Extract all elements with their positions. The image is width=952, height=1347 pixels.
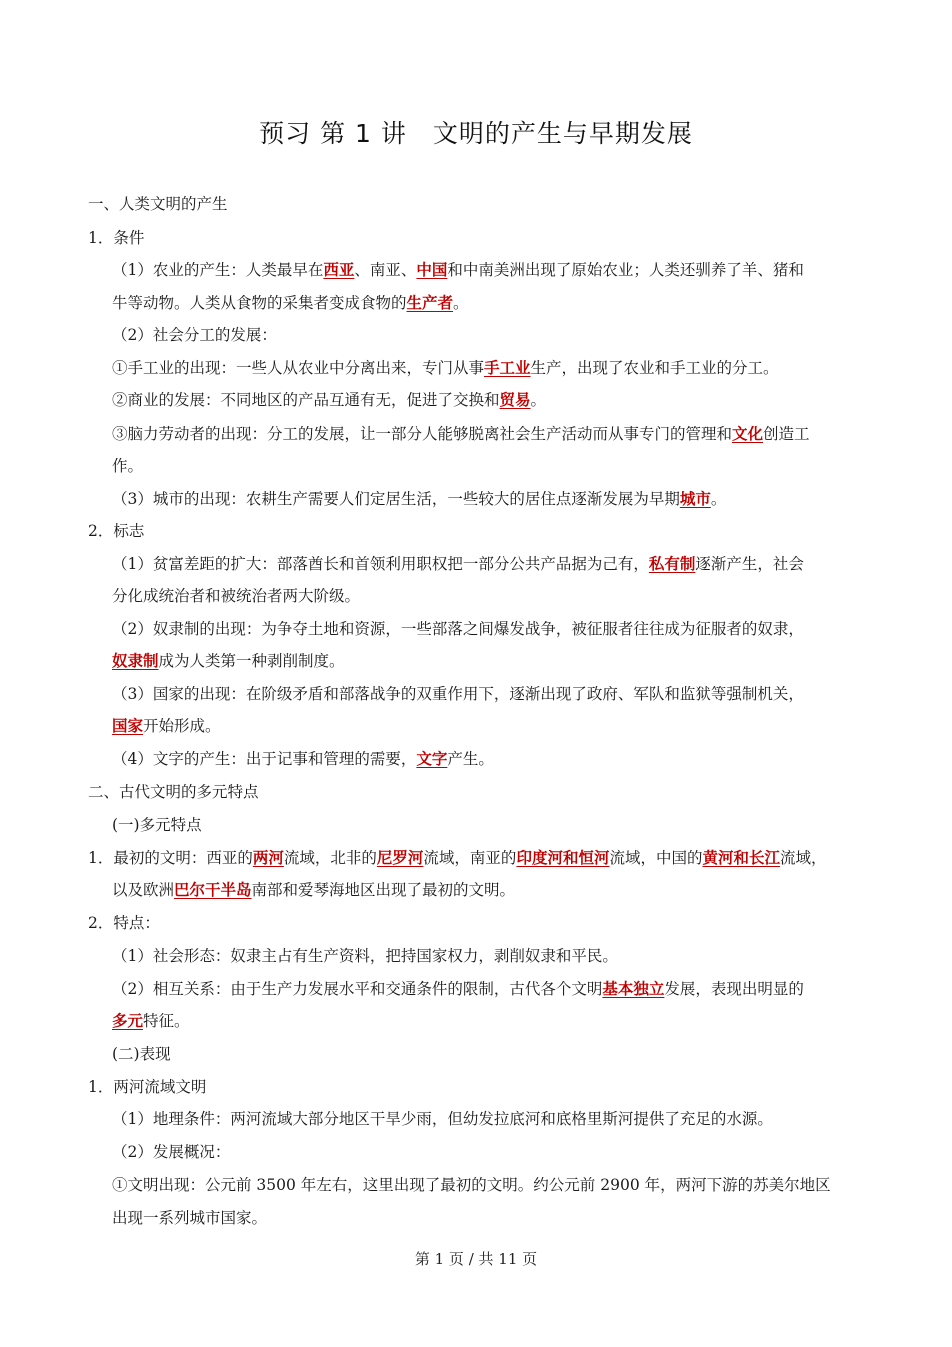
text: 开始形成。 [143, 717, 221, 735]
text: 流域，中国的 [609, 849, 703, 867]
text: 成为人类第一种剥削制度。 [158, 652, 345, 670]
item-conditions: 1．条件 [88, 229, 145, 247]
subsection-2: (二)表现 [112, 1045, 171, 1063]
text: ③脑力劳动者的出现：分工的发展，让一部分人能够脱离社会生产活动而从事专门的管理和 [112, 425, 733, 443]
mental-labor-line-2: 作。 [112, 457, 144, 475]
agriculture-line-1 [112, 260, 804, 280]
highlight-shengchanzhe: 生产者 [406, 293, 454, 312]
highlight-huanghe: 黄河和长江 [702, 848, 780, 867]
highlight-nulizhi: 奴隶制 [112, 651, 159, 670]
highlight-jibenduli: 基本独立 [602, 979, 665, 998]
text: 和中南美洲出现了原始农业；人类还驯养了羊、猪和 [447, 261, 804, 279]
item-signs: 2．标志 [88, 522, 145, 540]
earliest-civ-line [88, 848, 827, 868]
wealth-gap-line [112, 554, 804, 574]
text: ②商业的发展：不同地区的产品互通有无，促进了交换和 [112, 391, 500, 409]
text: 。 [530, 391, 547, 409]
highlight-baergan: 巴尔干半岛 [174, 880, 252, 899]
writing-line [112, 749, 494, 769]
item-features: 2．特点： [88, 914, 160, 932]
text: 。 [710, 490, 727, 508]
highlight-zhongguo: 中国 [416, 260, 448, 279]
text: 南部和爱琴海地区出现了最初的文明。 [251, 881, 516, 899]
text: 流域， [779, 849, 827, 867]
development-line: （2）发展概况： [112, 1143, 231, 1161]
highlight-yinduhe: 印度河和恒河 [516, 848, 610, 867]
slavery-line: （2）奴隶制的出现：为争夺土地和资源，一些部落之间爆发战争，被征服者往往成为征服者的奴隶， [112, 620, 804, 638]
earliest-civ-line-2 [112, 880, 515, 900]
state-line: （3）国家的出现：在阶级矛盾和部落战争的双重作用下，逐渐出现了政府、军队和监狱等强制机关， [112, 685, 804, 703]
handicraft-line [112, 358, 779, 378]
highlight-guojia: 国家 [112, 716, 144, 735]
text: 牛等动物。人类从食物的采集者变成食物的 [112, 294, 407, 312]
relation-line [112, 979, 804, 999]
item-two-rivers: 1．两河流域文明 [88, 1078, 207, 1096]
section-1-heading: 一、人类文明的产生 [88, 195, 228, 213]
text: （1）农业的产生：人类最早在 [112, 261, 324, 279]
civilization-emerge-line: ①文明出现：公元前 3500 年左右，这里出现了最初的文明。约公元前 2900 年，两河下游的苏美尔地区 [112, 1176, 831, 1194]
highlight-lianghe: 两河 [252, 848, 284, 867]
subsection-1: (一)多元特点 [112, 816, 202, 834]
text: ①手工业的出现：一些人从农业中分离出来，专门从事 [112, 359, 485, 377]
text: 以及欧洲 [112, 881, 175, 899]
wealth-gap-line-2: 分化成统治者和被统治者两大阶级。 [112, 587, 361, 605]
commerce-line [112, 390, 546, 410]
page-title: 预习 第 1 讲 文明的产生与早期发展 [259, 119, 693, 148]
city-line [112, 489, 726, 509]
text: 产生。 [447, 750, 494, 768]
text: 、南亚、 [354, 261, 417, 279]
text: （2）相互关系：由于生产力发展水平和交通条件的限制，古代各个文明 [112, 980, 603, 998]
text: 1．最初的文明：西亚的 [88, 849, 253, 867]
text: （1）贫富差距的扩大：部落酋长和首领利用职权把一部分公共产品据为己有， [112, 555, 649, 573]
highlight-duoyuan: 多元 [112, 1011, 144, 1030]
highlight-wenhua: 文化 [732, 424, 764, 443]
agriculture-line-2 [112, 293, 469, 313]
relation-line-2 [112, 1011, 190, 1031]
text: 创造工 [763, 425, 810, 443]
section-2-heading: 二、古代文明的多元特点 [88, 783, 259, 801]
text: （4）文字的产生：出于记事和管理的需要， [112, 750, 417, 768]
text: 流域，南亚的 [423, 849, 517, 867]
highlight-maoyi: 贸易 [499, 390, 531, 409]
text: 生产，出现了农业和手工业的分工。 [530, 359, 779, 377]
page-footer: 第 1 页 / 共 11 页 [414, 1250, 538, 1268]
text: 发展，表现出明显的 [664, 980, 804, 998]
geography-line: （1）地理条件：两河流域大部分地区干旱少雨，但幼发拉底河和底格里斯河提供了充足的水源。 [112, 1110, 773, 1128]
state-line-2 [112, 716, 221, 736]
text: 特征。 [143, 1012, 190, 1030]
highlight-niluohe: 尼罗河 [376, 848, 424, 867]
highlight-siyouzhi: 私有制 [648, 554, 696, 573]
text: 。 [453, 294, 469, 312]
highlight-chengshi: 城市 [679, 489, 711, 508]
text: 逐渐产生，社会 [695, 555, 804, 573]
social-form-line: （1）社会形态：奴隶主占有生产资料，把持国家权力，剥削奴隶和平民。 [112, 947, 618, 965]
slavery-line-2 [112, 651, 345, 671]
highlight-xiya: 西亚 [323, 260, 355, 279]
division-of-labor: （2）社会分工的发展： [112, 326, 277, 344]
highlight-shougongye: 手工业 [484, 358, 531, 377]
civilization-emerge-line-2: 出现一系列城市国家。 [112, 1209, 268, 1227]
highlight-wenzi: 文字 [416, 749, 448, 768]
text: （3）城市的出现：农耕生产需要人们定居生活，一些较大的居住点逐渐发展为早期 [112, 490, 680, 508]
mental-labor-line [112, 424, 810, 444]
text: 流域，北非的 [283, 849, 377, 867]
